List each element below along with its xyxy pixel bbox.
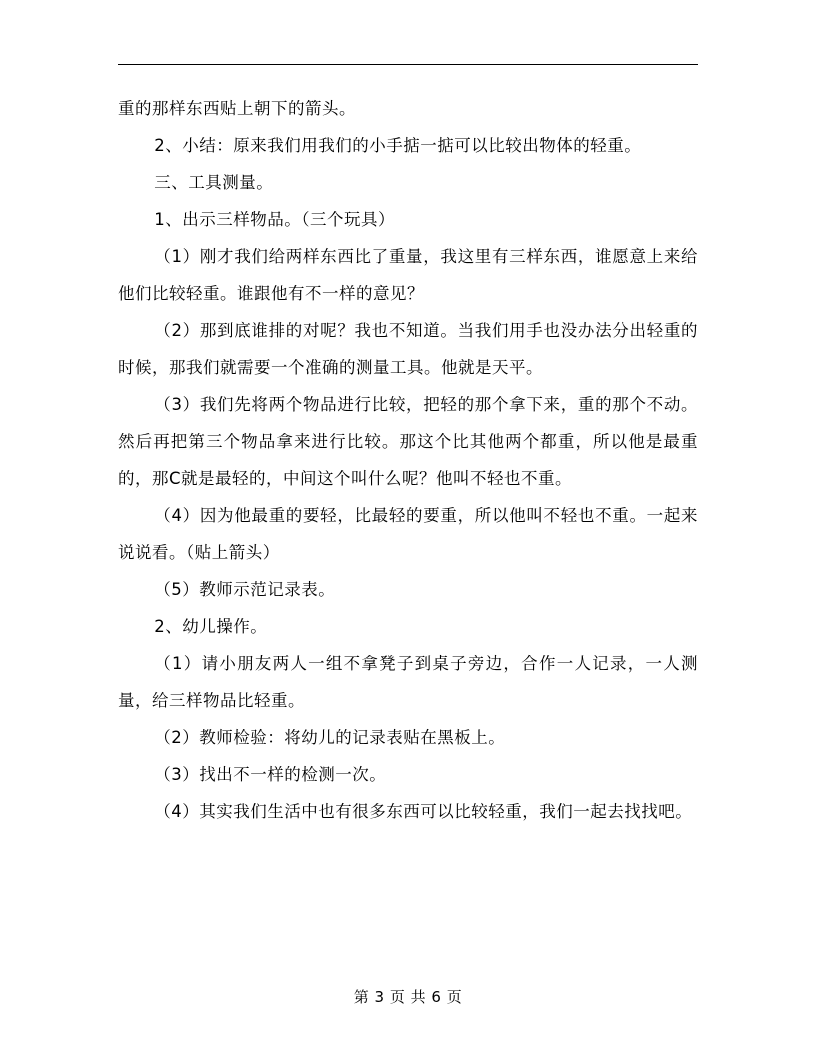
paragraph: （1）请小朋友两人一组不拿凳子到桌子旁边，合作一人记录，一人测量，给三样物品比轻重。: [118, 654, 698, 710]
document-body: [118, 90, 698, 830]
paragraph: 重的那样东西贴上朝下的箭头。: [118, 99, 356, 118]
paragraph: （2）那到底谁排的对呢？我也不知道。当我们用手也没办法分出轻重的时候，那我们就需要一个准确的测量工具。他就是天平。: [118, 321, 698, 377]
paragraph: （4）其实我们生活中也有很多东西可以比较轻重，我们一起去找找吧。: [154, 802, 693, 821]
page-number: 第 3 页 共 6 页: [353, 988, 463, 1006]
paragraph: （4）因为他最重的要轻，比最轻的要重，所以他叫不轻也不重。一起来说说看。（贴上箭头）: [118, 506, 698, 562]
header-rule: [118, 64, 698, 65]
page-footer: [0, 986, 816, 1007]
paragraph: （3）找出不一样的检测一次。: [154, 765, 387, 784]
paragraph: 2、幼儿操作。: [154, 617, 268, 636]
paragraph: 1、出示三样物品。（三个玩具）: [154, 210, 396, 229]
paragraph: 三、工具测量。: [154, 173, 274, 192]
paragraph: （1）刚才我们给两样东西比了重量，我这里有三样东西，谁愿意上来给他们比较轻重。谁跟他有不一样的意见？: [118, 247, 698, 303]
paragraph: （3）我们先将两个物品进行比较，把轻的那个拿下来，重的那个不动。然后再把第三个物品拿来进行比较。那这个比其他两个都重，所以他是最重的，那C就是最轻的，中间这个叫什么呢？他叫不轻也不重。: [118, 395, 698, 488]
paragraph: 2、小结：原来我们用我们的小手掂一掂可以比较出物体的轻重。: [154, 136, 642, 155]
paragraph: （5）教师示范记录表。: [154, 580, 336, 599]
paragraph: （2）教师检验：将幼儿的记录表贴在黑板上。: [154, 728, 506, 747]
